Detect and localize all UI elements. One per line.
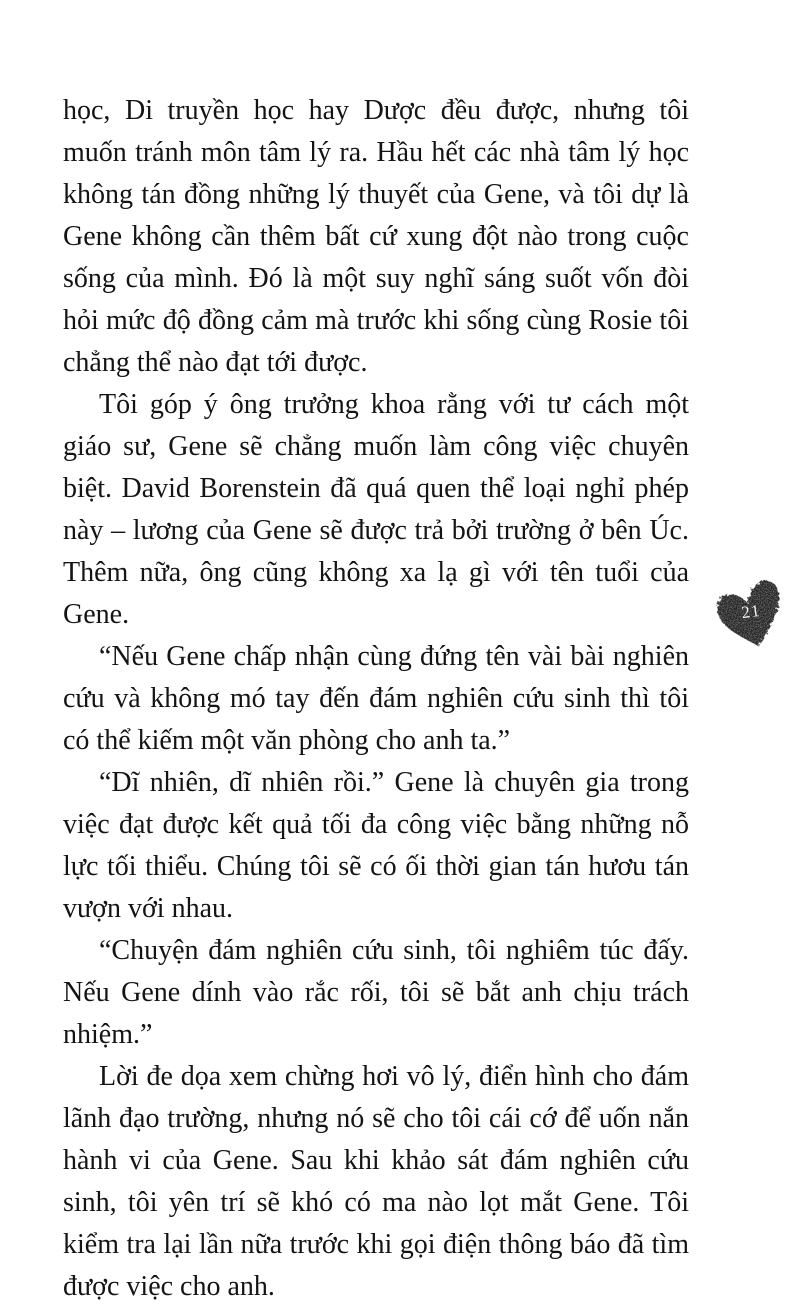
paragraph: “Dĩ nhiên, dĩ nhiên rồi.” Gene là chuyên gia trong việc đạt được kết quả tối đa công việc bằng những nỗ lực tối thiểu. Chúng tôi sẽ có ối thời gian tán hươu tán vượn với nhau. (63, 767, 689, 924)
paragraph: “Chuyện đám nghiên cứu sinh, tôi nghiêm túc đấy. Nếu Gene dính vào rắc rối, tôi sẽ bắt anh chịu trách nhiệm.” (63, 935, 689, 1050)
page-number: 21 (740, 600, 762, 623)
page-number-heart-marker (712, 578, 790, 652)
page-text-block (63, 90, 689, 1308)
paragraph: Tôi góp ý ông trưởng khoa rằng với tư cách một giáo sư, Gene sẽ chẳng muốn làm công việc chuyên biệt. David Borenstein đã quá quen thể loại nghỉ phép này – lương của Gene sẽ được trả bởi trường ở bên Úc. Thêm nữa, ông cũng không xa lạ gì với tên tuổi của Gene. (63, 389, 689, 630)
paragraph: Lời đe dọa xem chừng hơi vô lý, điển hình cho đám lãnh đạo trường, nhưng nó sẽ cho tôi cái cớ để uốn nắn hành vi của Gene. Sau khi khảo sát đám nghiên cứu sinh, tôi yên trí sẽ khó có ma nào lọt mắt Gene. Tôi kiểm tra lại lần nữa trước khi gọi điện thông báo đã tìm được việc cho anh. (63, 1061, 689, 1302)
paragraph: “Nếu Gene chấp nhận cùng đứng tên vài bài nghiên cứu và không mó tay đến đám nghiên cứu sinh thì tôi có thể kiếm một văn phòng cho anh ta.” (63, 641, 689, 756)
paragraph: học, Di truyền học hay Dược đều được, nhưng tôi muốn tránh môn tâm lý ra. Hầu hết các nhà tâm lý học không tán đồng những lý thuyết của Gene, và tôi dự là Gene không cần thêm bất cứ xung đột nào trong cuộc sống của mình. Đó là một suy nghĩ sáng suốt vốn đòi hỏi mức độ đồng cảm mà trước khi sống cùng Rosie tôi chẳng thể nào đạt tới được. (63, 95, 689, 378)
